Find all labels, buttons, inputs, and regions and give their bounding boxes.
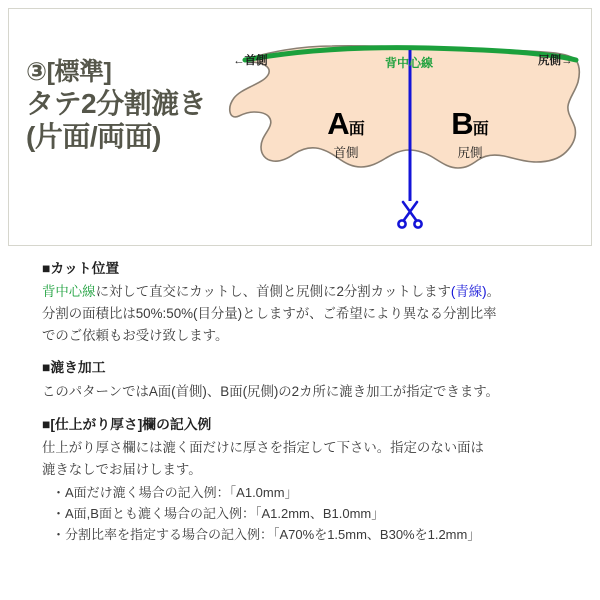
title-line-3: (片面/両面) [26, 121, 161, 153]
text-run: このパターンではA面(首側)、B面(尻側)の2カ所に漉き加工が指定できます。 [42, 383, 499, 399]
face-b-letter: B [451, 106, 473, 141]
instructions-body [42, 258, 572, 545]
text-run: (青線) [450, 284, 487, 300]
text-run: 。 [486, 284, 500, 300]
section-heading: ■カット位置 [42, 261, 120, 276]
hide-diagram [228, 16, 592, 244]
face-a-sub: 首側 [333, 146, 359, 160]
page-title [26, 58, 256, 153]
text-run: 仕上がり厚さ欄には漉く面だけに厚さを指定して下さい。指定のない面は [42, 439, 484, 455]
text-run: 分割の面積比は50%:50%(目分量)としますが、ご希望により異なる分割比率 [42, 306, 497, 322]
label-butt-side: 尻側→ [538, 55, 573, 67]
section-paragraph [42, 381, 572, 403]
text-run: 背中心線 [42, 284, 96, 300]
face-a-letter: A [327, 106, 349, 141]
list-item: ・分割比率を指定する場合の記入例：「A70%を1.5mm、B30%を1.2mm」 [52, 527, 481, 543]
section-paragraph [42, 459, 572, 481]
example-list [42, 482, 572, 545]
title-line-2: タテ2分割漉き [26, 88, 207, 119]
face-b-men: 面 [472, 121, 489, 138]
face-label-a [306, 108, 386, 161]
face-label-b [430, 108, 510, 161]
section-heading: ■[仕上がり厚さ]欄の記入例 [42, 416, 212, 432]
title-line-1: ③[標準] [26, 58, 112, 86]
text-run: でのご依頼もお受け致します。 [42, 327, 229, 343]
section-heading: ■漉き加工 [42, 360, 106, 376]
section-paragraph [42, 437, 572, 459]
scissors-icon [398, 202, 421, 228]
section-paragraph [42, 303, 572, 325]
section-paragraph [42, 281, 572, 303]
text-run: 漉きなしでお届けします。 [42, 461, 202, 477]
face-b-sub: 尻側 [457, 146, 483, 160]
label-backbone-line: 背中心線 [385, 56, 434, 70]
list-item: ・A面だけ漉く場合の記入例：「A1.0mm」 [52, 485, 298, 501]
list-item: ・A面,B面とも漉く場合の記入例：「A1.2mm、B1.0mm」 [52, 506, 385, 522]
face-a-men: 面 [348, 121, 365, 138]
label-neck-side: ←首側 [233, 55, 268, 67]
text-run: に対して直交にカットし、首側と尻側に2分割カットします [95, 284, 451, 300]
section-paragraph [42, 325, 572, 347]
